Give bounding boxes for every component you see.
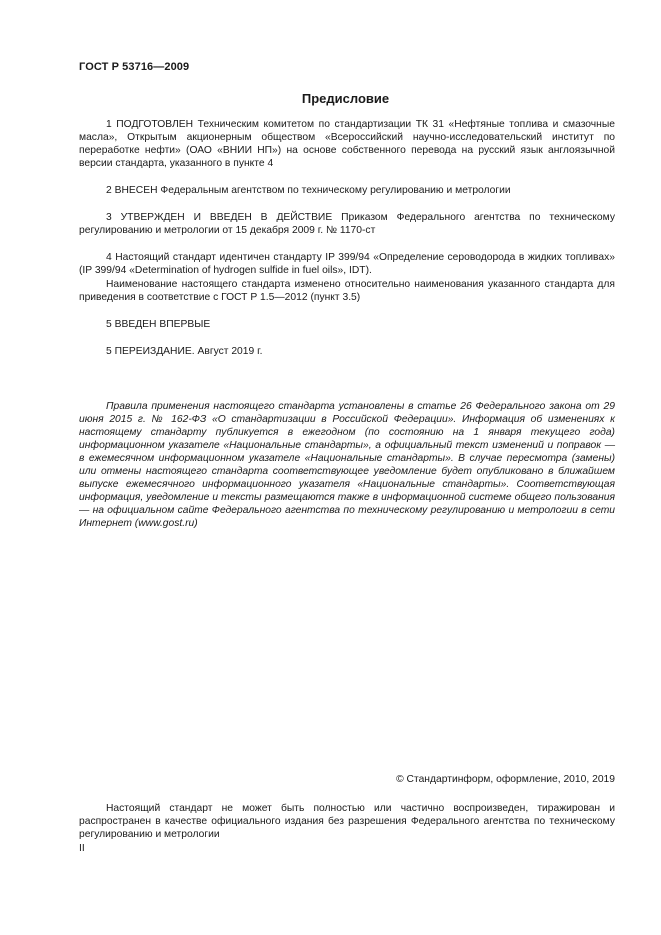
page-number: II	[79, 843, 85, 854]
copyright-notice: © Стандартинформ, оформление, 2010, 2019	[396, 774, 615, 785]
paragraph-introduced-first: 5 ВВЕДЕН ВПЕРВЫЕ	[106, 319, 211, 330]
paragraph-submitted-by: 2 ВНЕСЕН Федеральным агентством по техническому регулированию и метрологии	[106, 185, 511, 196]
paragraph-name-change: Наименование настоящего стандарта изменено относительно наименования указанного стандарта для приведения в соответствие с ГОСТ Р 1.5—2012 (пункт 3.5)	[79, 279, 615, 303]
paragraph-approved: 3 УТВЕРЖДЕН И ВВЕДЕН В ДЕЙСТВИЕ Приказом Федерального агентства по техническому регулированию и метрологии от 15 декабря 2009 г. № 1170-ст	[79, 212, 615, 236]
reproduction-notice: Настоящий стандарт не может быть полностью или частично воспроизведен, тиражирован и распространен в качестве официального издания без разрешения Федерального агентства по техническому регулированию и метрологии	[79, 803, 615, 840]
paragraph-prepared-by: 1 ПОДГОТОВЛЕН Техническим комитетом по стандартизации ТК 31 «Нефтяные топлива и смазочные масла», Открытым акционерным обществом «Всероссийский научно-исследовательский институт по переработке нефти» (ОАО «ВНИИ НП») на основе собственного перевода на русский язык англоязычной версии стандарта, указанного в пункте 4	[79, 119, 615, 169]
paragraph-reissue: 5 ПЕРЕИЗДАНИЕ. Август 2019 г.	[106, 346, 263, 357]
page-title: Предисловие	[301, 91, 390, 106]
notice-application-rules: Правила применения настоящего стандарта установлены в статье 26 Федерального закона от 29 июня 2015 г. № 162-ФЗ «О стандартизации в Российской Федерации». Информация об изменениях к настоящему стандарту публикуется в ежегодном (по состоянию на 1 января текущего года) информационном указателе «Национальные стандарты», а официальный текст изменений и поправок — в ежемесячном информационном указателе «Национальные стандарты». В случае пересмотра (замены) или отмены настоящего стандарта соответствующее уведомление будет опубликовано в ближайшем выпуске ежемесячного информационного указателя «Национальные стандарты». Соответствующая информация, уведомление и тексты размещаются также в информационной системе общего пользования — на официальном сайте Федерального агентства по техническому регулированию и метрологии в сети Интернет (www.gost.ru)	[79, 401, 615, 529]
document-code: ГОСТ Р 53716—2009	[79, 61, 190, 73]
paragraph-identical-standard: 4 Настоящий стандарт идентичен стандарту IP 399/94 «Определение сероводорода в жидких топливах» (IP 399/94 «Determination of hydrogen sulfide in fuel oils», IDT).	[79, 252, 615, 276]
